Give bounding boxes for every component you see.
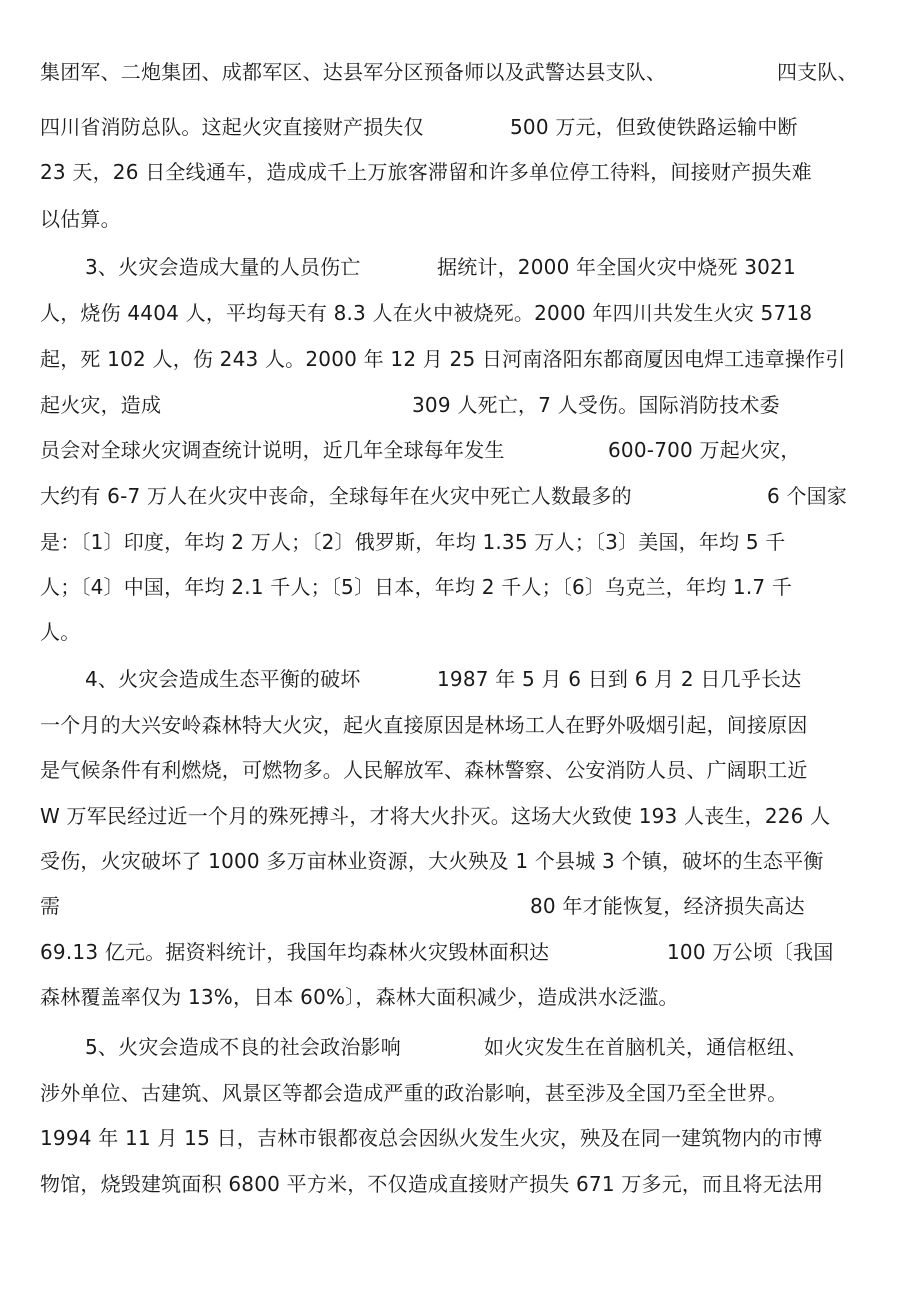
text-segment: 以估算。 [40, 207, 121, 231]
text-segment: 一个月的大兴安岭森林特大火灾，起火直接原因是林场工人在野外吸烟引起，间接原因 [40, 713, 808, 737]
text-segment: 100 万公顷〔我国 [667, 940, 834, 964]
text-segment: 涉外单位、古建筑、风景区等都会造成严重的政治影响，甚至涉及全国乃至全世界。 [40, 1081, 788, 1105]
text-segment: 物馆，烧毁建筑面积 6800 平方米，不仅造成直接财产损失 671 万多元，而且将无法用 [40, 1172, 824, 1196]
text-segment: 起火灾，造成 [40, 393, 162, 417]
text-segment: 森林覆盖率仅为 13%，日本 60%〕，森林大面积减少，造成洪水泛滥。 [40, 985, 679, 1009]
text-segment: 四川省消防总队。这起火灾直接财产损失仅 [40, 115, 424, 139]
text-segment: 受伤，火灾破坏了 1000 多万亩林业资源，大火殃及 1 个县城 3 个镇，破坏的生态平衡 [40, 849, 824, 873]
text-segment: 如火灾发生在首脑机关，通信枢纽、 [484, 1035, 808, 1059]
text-segment: 需 [40, 894, 61, 918]
text-segment: 是：〔1〕印度，年均 2 万人；〔2〕俄罗斯，年均 1.35 万人；〔3〕美国，年均 5 千 [40, 530, 786, 554]
text-segment: 起，死 102 人，伤 243 人。2000 年 12 月 25 日河南洛阳东都商厦因电焊工违章操作引 [40, 347, 846, 371]
text-segment: 大约有 6-7 万人在火灾中丧命，全球每年在火灾中死亡人数最多的 [40, 484, 632, 508]
text-segment: 1987 年 5 月 6 日到 6 月 2 日几乎长达 [437, 667, 802, 691]
text-segment: 5、火灾会造成不良的社会政治影响 [85, 1035, 401, 1059]
text-segment: 四支队、 [777, 60, 858, 84]
text-segment: 309 人死亡，7 人受伤。国际消防技术委 [412, 393, 780, 417]
text-segment: 4、火灾会造成生态平衡的破坏 [85, 667, 361, 691]
text-segment: 1994 年 11 月 15 日，吉林市银都夜总会因纵火发生火灾，殃及在同一建筑物内的市博 [40, 1126, 823, 1150]
text-segment: 人，烧伤 4404 人，平均每天有 8.3 人在火中被烧死。2000 年四川共发生火灾 5718 [40, 301, 813, 325]
text-segment: 80 年才能恢复，经济损失高达 [530, 894, 805, 918]
text-segment: 3、火灾会造成大量的人员伤亡 [85, 255, 361, 279]
text-segment: 员会对全球火灾调查统计说明，近几年全球每年发生 [40, 438, 505, 462]
text-segment: 69.13 亿元。据资料统计，我国年均森林火灾毁林面积达 [40, 940, 550, 964]
text-segment: 是气候条件有利燃烧，可燃物多。人民解放军、森林警察、公安消防人员、广阔职工近 [40, 758, 808, 782]
text-segment: 集团军、二炮集团、成都军区、达县军分区预备师以及武警达县支队、 [40, 60, 667, 84]
text-segment: 6 个国家 [767, 484, 848, 508]
text-segment: 据统计，2000 年全国火灾中烧死 3021 [437, 255, 796, 279]
text-segment: 人。 [40, 620, 81, 644]
text-segment: 600-700 万起火灾， [608, 438, 801, 462]
text-segment: W 万军民经过近一个月的殊死搏斗，才将大火扑灭。这场大火致使 193 人丧生，226 人 [40, 804, 831, 828]
text-segment: 人；〔4〕中国，年均 2.1 千人；〔5〕日本，年均 2 千人；〔6〕乌克兰，年均 1.7 千 [40, 575, 793, 599]
text-segment: 500 万元，但致使铁路运输中断 [510, 115, 798, 139]
text-segment: 23 天，26 日全线通车，造成成千上万旅客滞留和许多单位停工待料，间接财产损失难 [40, 160, 812, 184]
